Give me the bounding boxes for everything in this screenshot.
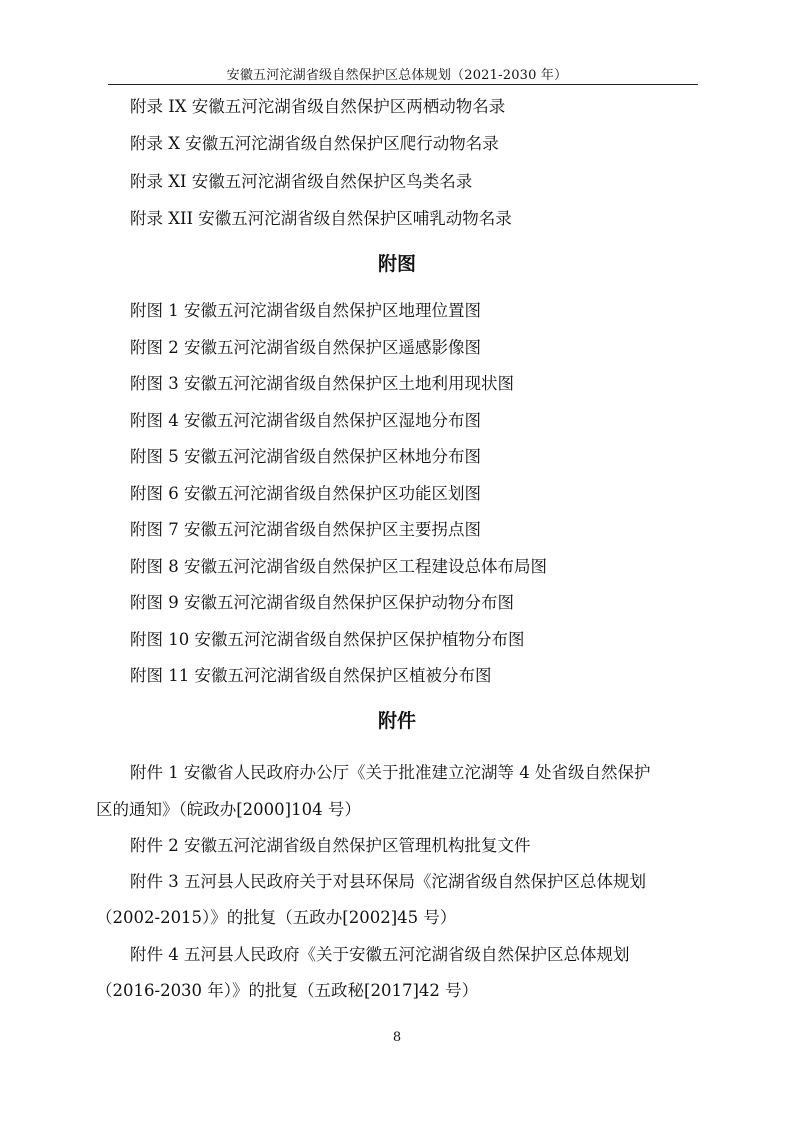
attachment-4-line-1: 附件 4 五河县人民政府《关于安徽五河沱湖省级自然保护区总体规划 [130,945,630,964]
figure-item-3: 附图 3 安徽五河沱湖省级自然保护区土地利用现状图 [130,374,514,393]
figure-item-4: 附图 4 安徽五河沱湖省级自然保护区湿地分布图 [130,411,481,430]
figures-heading: 附图 [377,253,416,275]
attachments-heading: 附件 [377,710,416,732]
appendix-item-9: 附录 IX 安徽五河沱湖省级自然保护区两栖动物名录 [130,97,506,116]
figure-item-5: 附图 5 安徽五河沱湖省级自然保护区林地分布图 [130,447,481,466]
figure-item-11: 附图 11 安徽五河沱湖省级自然保护区植被分布图 [130,666,492,685]
figure-item-2: 附图 2 安徽五河沱湖省级自然保护区遥感影像图 [130,338,481,357]
page-number: 8 [392,1030,402,1045]
appendix-item-12: 附录 XII 安徽五河沱湖省级自然保护区哺乳动物名录 [130,209,512,228]
attachment-4-line-2: （2016-2030 年）》的批复（五政秘[2017]42 号） [96,981,479,1000]
appendix-item-10: 附录 X 安徽五河沱湖省级自然保护区爬行动物名录 [130,134,499,153]
attachment-1-line-1: 附件 1 安徽省人民政府办公厅《关于批准建立沱湖等 4 处省级自然保护 [130,763,651,782]
header-divider [108,84,698,85]
attachment-3-line-2: （2002-2015）》的批复（五政办[2002]45 号） [96,908,457,927]
figure-item-8: 附图 8 安徽五河沱湖省级自然保护区工程建设总体布局图 [130,557,547,576]
attachment-1-line-2: 区的通知》（皖政办[2000]104 号） [96,800,361,819]
page-header-title: 安徽五河沱湖省级自然保护区总体规划（2021-2030 年） [226,68,568,83]
attachment-3-line-1: 附件 3 五河县人民政府关于对县环保局《沱湖省级自然保护区总体规划 [130,872,646,891]
attachment-2: 附件 2 安徽五河沱湖省级自然保护区管理机构批复文件 [130,836,531,855]
appendix-item-11: 附录 XI 安徽五河沱湖省级自然保护区鸟类名录 [130,172,473,191]
figure-item-6: 附图 6 安徽五河沱湖省级自然保护区功能区划图 [130,484,481,503]
figure-item-1: 附图 1 安徽五河沱湖省级自然保护区地理位置图 [130,301,481,320]
figure-item-10: 附图 10 安徽五河沱湖省级自然保护区保护植物分布图 [130,630,525,649]
figure-item-9: 附图 9 安徽五河沱湖省级自然保护区保护动物分布图 [130,593,514,612]
figure-item-7: 附图 7 安徽五河沱湖省级自然保护区主要拐点图 [130,520,481,539]
